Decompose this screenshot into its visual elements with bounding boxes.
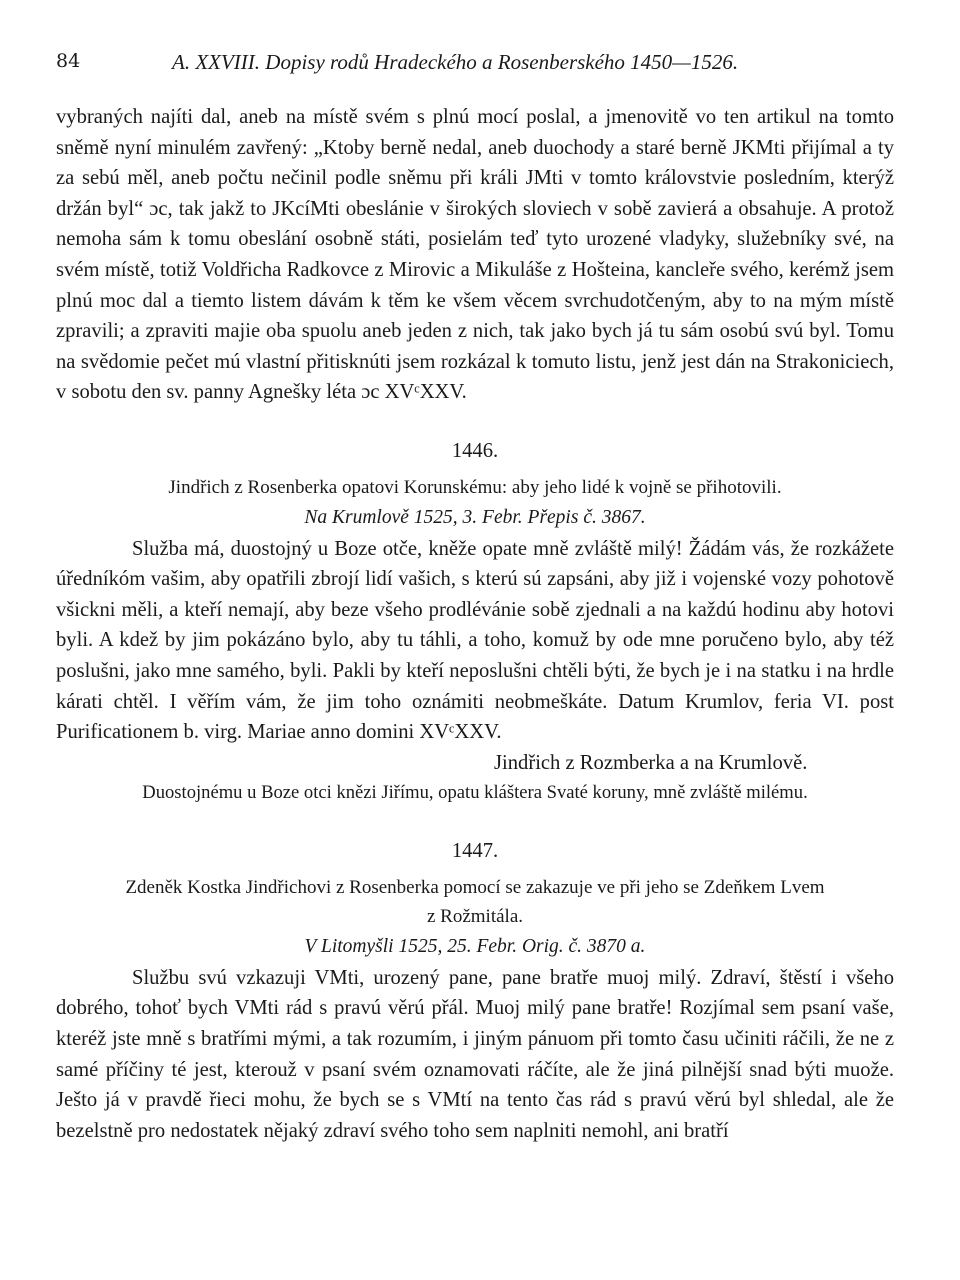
document-summary-1447-line2: z Rožmitála. (426, 905, 524, 927)
document-summary-1447-line1: Zdeněk Kostka Jindřichovi z Rosenberka pomocí se zakazuje ve při jeho se Zdeňkem Lvem (125, 876, 825, 898)
continuation-paragraph: vybraných najíti dal, aneb na místě svém s plnú mocí poslal, a jmenovitě vo ten artikul na tomto sněmě nyní minulém zavřený: „Ktoby berně nedal, aneb duochody a staré berně JKMti přijímal a ty za sebú měl, aneb počtu nečinil podle sněmu při králi JMti v tomto královstvie posledním, kterýž držán byl“ ɔc, tak jakž to JKcíMti obeslánie v širokých sloviech v sobě zavierá a obsahuje. A protož nemoha sám k tomu obeslání osobně státi, posielám teď tyto urozené vladyky, služebníky své, na svém místě, totiž Voldřicha Radkovce z Mirovic a Mikuláše z Hošteina, kancleře svého, kerémž jsem plnú moc dal a tiemto listem dávám k těm ke všem věcem svrchudotčeným, aby to na mým místě zpravili; a zpraviti majie oba spuolu aneb jeden z nich, tak jako bych já tu sám osobú svú byl. Tomu na svědomie pečet mú vlastní přitisknúti jsem rozkázal k tomuto listu, jenž jest dán na Strakoniciech, v sobotu den sv. panny Agnešky léta ɔc XVᶜXXV. (56, 106, 894, 404)
address-1446: Duostojnému u Boze otci knězi Jiřímu, opatu kláštera Svaté koruny, mně zvláště milému. (142, 782, 808, 804)
page-body (56, 102, 894, 1146)
signature-1446: Jindřich z Rozmberka a na Krumlově. (494, 751, 808, 774)
document-number-1446: 1446. (451, 439, 499, 462)
dateline-1447: V Litomyšli 1525, 25. Febr. Orig. č. 3870 a. (304, 935, 646, 957)
document-number-1447: 1447. (451, 840, 499, 863)
letter-text-1447: Službu svú vzkazuji VMti, urozený pane, pane bratře muoj milý. Zdraví, štěstí i všeho dobrého, tohoť bych VMti rád s pravú věrú přál. Muoj milý pane bratře! Rozjímal sem psaní vaše, kteréž jste mně s bratřími mými, a tak rozumím, i jiným pánuom při tomto času učiniti ráčili, že ne z samé příčiny té jest, kterouž v psaní svém oznamovati ráčíte, ale že jiná pilnější snad býti muože. Ješto já v pravdě řieci mohu, že bych se s VMtí na tento čas rád s pravú věrú byl shledal, ale že bezelstně pro nedostatek nějaký zdraví svého toho sem naplniti nemohl, ani bratří (56, 966, 894, 1142)
page-header (56, 50, 896, 76)
dateline-1446: Na Krumlově 1525, 3. Febr. Přepis č. 3867. (304, 506, 646, 528)
document-summary-1446: Jindřich z Rosenberka opatovi Korunskému: aby jeho lidé k vojně se přihotovili. (168, 476, 782, 498)
page-number: 84 (56, 50, 81, 72)
letter-text-1446: Služba má, duostojný u Boze otče, kněže opate mně zvláště milý! Žádám vás, že rozkážete úředníkóm vašim, aby opatřili zbrojí lidí vašich, s kterú sú zapsáni, aby již i vojenské vozy pohotově všickni měli, a kteří nemají, aby beze všeho prodlévánie sobě zjednali a na každú hodinu aby hotovi byli. A kdež by jim pokázáno bylo, aby tu táhli, a toho, komuž by ode mne poručeno bylo, aby též poslušni, jako mne samého, byli. Pakli by kteří neposlušni chtěli býti, že bych je i na statku i na hrdle kárati chtěl. I věřím vám, že jim toho oznámiti neobmeškáte. Datum Krumlov, feria VI. post Purificationem b. virg. Mariae anno domini XVᶜXXV. (56, 537, 894, 744)
running-title: A. XXVIII. Dopisy rodů Hradeckého a Rosenberského 1450—1526. (172, 50, 739, 74)
